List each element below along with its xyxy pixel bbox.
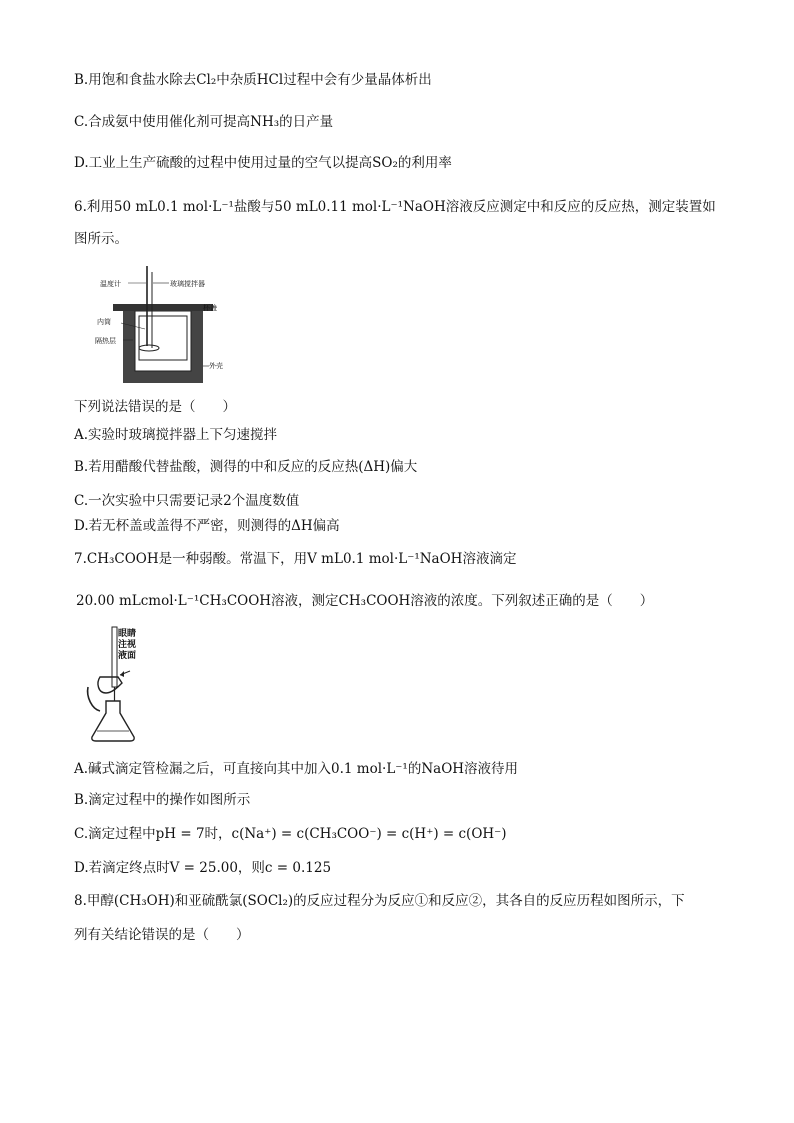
titration-figure (20, 627, 144, 747)
q8-stem-line1: 8.甲醇(CH₃OH)和亚硫酰氯(SOCl₂)的反应过程分为反应①和反应②，其各自的反应历程如图所示，下 (74, 893, 685, 909)
shell-label: 外壳 (209, 362, 223, 370)
inner-cup-label: 内筒 (97, 318, 111, 326)
q7-stem-line1: 7.CH₃COOH是一种弱酸。常温下，用V mL0.1 mol·L⁻¹NaOH溶液滴定 (74, 551, 517, 567)
stirrer-label: 玻璃搅拌器 (170, 280, 205, 288)
insulation-label: 隔热层 (95, 337, 116, 345)
titration-caption: 眼睛注视液面 (20, 685, 26, 686)
q8-stem-line2: 列有关结论错误的是（ ） (74, 927, 250, 943)
q6-stem-line1: 6.利用50 mL0.1 mol·L⁻¹盐酸与50 mL0.11 mol·L⁻¹NaOH溶液反应测定中和反应的反应热，测定装置如 (74, 199, 716, 215)
q6-option-c: C.一次实验中只需要记录2个温度数值 (74, 493, 300, 509)
svg-text:眼睛: 眼睛 (118, 629, 137, 639)
q7-stem-line2: 20.00 mLcmol·L⁻¹CH₃COOH溶液，测定CH₃COOH溶液的浓度。下列叙述正确的是（ ） (76, 593, 654, 609)
q7-option-d: D.若滴定终点时V = 25.00，则c = 0.125 (74, 860, 332, 876)
q6-question: 下列说法错误的是（ ） (74, 399, 236, 415)
q5-option-c: C.合成氨中使用催化剂可提高NH₃的日产量 (74, 114, 334, 130)
q5-option-b: B.用饱和食盐水除去Cl₂中杂质HCl过程中会有少量晶体析出 (74, 72, 432, 88)
svg-text:液面: 液面 (118, 651, 137, 661)
lid-label: 杯盖 (203, 304, 217, 312)
calorimeter-figure (95, 266, 235, 388)
q6-option-b: B.若用醋酸代替盐酸，测得的中和反应的反应热(ΔH)偏大 (74, 459, 418, 475)
q6-option-d: D.若无杯盖或盖得不严密，则测得的ΔH偏高 (74, 518, 340, 534)
q7-option-a: A.碱式滴定管检漏之后，可直接向其中加入0.1 mol·L⁻¹的NaOH溶液待用 (74, 761, 519, 777)
q7-option-b: B.滴定过程中的操作如图所示 (74, 792, 251, 808)
q6-stem-line2: 图所示。 (74, 231, 128, 247)
thermometer-label: 温度计 (100, 280, 121, 288)
q6-option-a: A.实验时玻璃搅拌器上下匀速搅拌 (74, 427, 278, 443)
q7-option-c: C.滴定过程中pH = 7时，c(Na⁺) = c(CH₃COO⁻) = c(H⁺) = c(OH⁻) (74, 826, 507, 842)
q5-option-d: D.工业上生产硫酸的过程中使用过量的空气以提高SO₂的利用率 (74, 155, 452, 171)
svg-text:注视: 注视 (118, 640, 137, 650)
